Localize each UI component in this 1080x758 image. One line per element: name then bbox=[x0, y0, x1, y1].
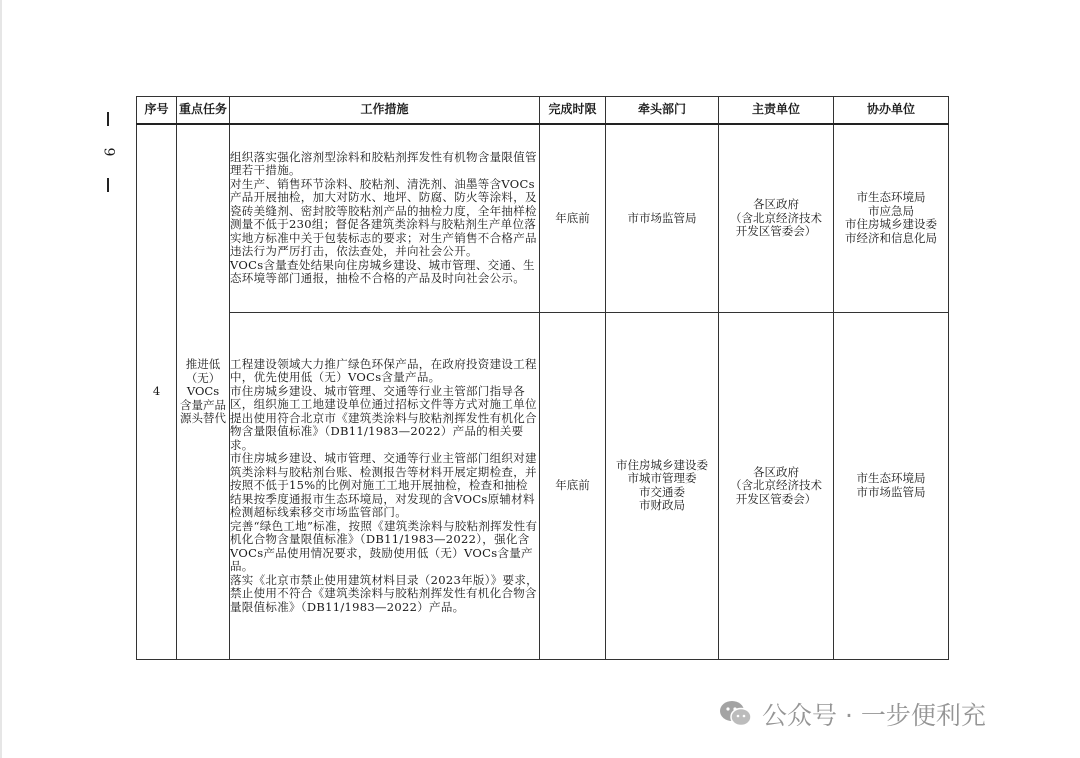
task-line: （无） bbox=[185, 370, 221, 385]
deadline-cell: 年底前 bbox=[540, 312, 606, 660]
page-edge bbox=[0, 0, 2, 758]
responsible-cell bbox=[719, 124, 834, 312]
header-measures: 工作措施 bbox=[230, 97, 540, 125]
measure-paragraph: 市住房城乡建设、城市管理、交通等行业主管部门组织对建筑类涂料与胶粘剂台账、检测报告等材料开展定期检查，并按照不低于15%的比例对施工工地开展抽检，检查和抽检结果按季度通报市生态环境局，对发现的含VOCs原辅材料检测超标线索移交市场监管部门。 bbox=[230, 451, 537, 519]
header-assist: 协办单位 bbox=[834, 97, 949, 125]
measures-cell bbox=[230, 124, 540, 312]
responsible-line: （含北京经济技术 bbox=[730, 478, 822, 492]
measure-paragraph: 工程建设领域大力推广绿色环保产品，在政府投资建设工程中，优先使用低（无）VOCs含量产品。 bbox=[230, 356, 537, 384]
assist-cell bbox=[834, 312, 949, 660]
responsible-line: 开发区管委会） bbox=[735, 491, 817, 506]
page-number-dash-bottom bbox=[107, 178, 109, 192]
measures-cell bbox=[230, 312, 540, 660]
task-table bbox=[136, 96, 949, 660]
header-task: 重点任务 bbox=[177, 97, 230, 125]
header-deadline: 完成时限 bbox=[540, 97, 606, 125]
lead-cell bbox=[606, 124, 719, 312]
measure-paragraph: 市住房城乡建设、城市管理、交通等行业主管部门指导各区，组织施工工地建设单位通过招标文件等方式对施工单位提出使用符合北京市《建筑类涂料与胶粘剂挥发性有机化合物含量限值标准》（DB11/1983—2022）产品的相关要求。 bbox=[230, 383, 537, 452]
assist-line: 市住房城乡建设委 bbox=[845, 217, 937, 232]
responsible-line: 开发区管委会） bbox=[735, 224, 817, 238]
page-number-dash-top bbox=[107, 112, 109, 126]
row-index-cell: 4 bbox=[137, 124, 177, 660]
task-line: 推进低 bbox=[185, 357, 221, 372]
lead-line: 市市场监管局 bbox=[627, 210, 697, 225]
lead-line: 市交通委 bbox=[639, 484, 685, 499]
lead-cell bbox=[606, 312, 719, 660]
watermark bbox=[718, 696, 986, 732]
table-row bbox=[137, 124, 949, 312]
measure-paragraph: 落实《北京市禁止使用建筑材料目录（2023年版）》要求，禁止使用不符合《建筑类涂料与胶粘剂挥发性有机化合物含量限值标准》（DB11/1983—2022）产品。 bbox=[230, 572, 538, 614]
measure-paragraph: VOCs含量查处结果向住房城乡建设、城市管理、交通、生态环境等部门通报，抽检不合格的产品及时向社会公示。 bbox=[230, 257, 535, 286]
header-responsible: 主责单位 bbox=[719, 97, 834, 125]
assist-line: 市生态环境局 bbox=[856, 190, 926, 205]
responsible-line: 各区政府 bbox=[753, 197, 799, 211]
deadline-cell: 年底前 bbox=[540, 124, 606, 312]
assist-line: 市生态环境局 bbox=[856, 471, 926, 486]
header-lead: 牵头部门 bbox=[606, 97, 719, 125]
lead-line: 市城市管理委 bbox=[627, 471, 697, 486]
responsible-cell bbox=[719, 312, 834, 660]
measure-paragraph: 对生产、销售环节涂料、胶粘剂、清洗剂、油墨等含VOCs产品开展抽检，加大对防水、地坪、防腐、防火等涂料，及瓷砖美缝剂、密封胶等胶粘剂产品的抽检力度，全年抽样检测量不低于230组；督促各建筑类涂料与胶粘剂生产单位落实地方标准中关于包装标志的要求；对生产销售不合格产品违法行为严厉打击，依法查处，并向社会公开。 bbox=[230, 176, 537, 259]
task-cell bbox=[177, 124, 230, 660]
watermark-text: 公众号 · 一步便利充 bbox=[762, 701, 986, 730]
table-row bbox=[137, 312, 949, 660]
measure-paragraph: 组织落实强化溶剂型涂料和胶粘剂挥发性有机物含量限值管理若干措施。 bbox=[230, 149, 537, 178]
responsible-line: 各区政府 bbox=[753, 464, 799, 479]
assist-cell bbox=[834, 124, 949, 312]
table-header-row bbox=[137, 97, 949, 125]
page-number-text: 9 bbox=[99, 147, 116, 157]
task-line: 含量产品 bbox=[180, 397, 226, 412]
wechat-icon bbox=[718, 699, 754, 729]
header-index: 序号 bbox=[137, 97, 177, 125]
lead-line: 市住房城乡建设委 bbox=[616, 457, 708, 472]
task-line: 源头替代 bbox=[180, 411, 226, 426]
task-line: VOCs bbox=[186, 384, 220, 399]
assist-line: 市经济和信息化局 bbox=[845, 230, 937, 245]
lead-line: 市财政局 bbox=[639, 498, 685, 513]
assist-line: 市市场监管局 bbox=[856, 484, 926, 499]
page-number bbox=[98, 112, 118, 192]
measure-paragraph: 完善“绿色工地”标准，按照《建筑类涂料与胶粘剂挥发性有机化合物含量限值标准》（DB11/1983—2022），强化含VOCs产品使用情况要求，鼓励使用低（无）VOCs含量产品。 bbox=[230, 518, 538, 573]
assist-line: 市应急局 bbox=[868, 203, 914, 218]
responsible-line: （含北京经济技术 bbox=[730, 210, 822, 225]
